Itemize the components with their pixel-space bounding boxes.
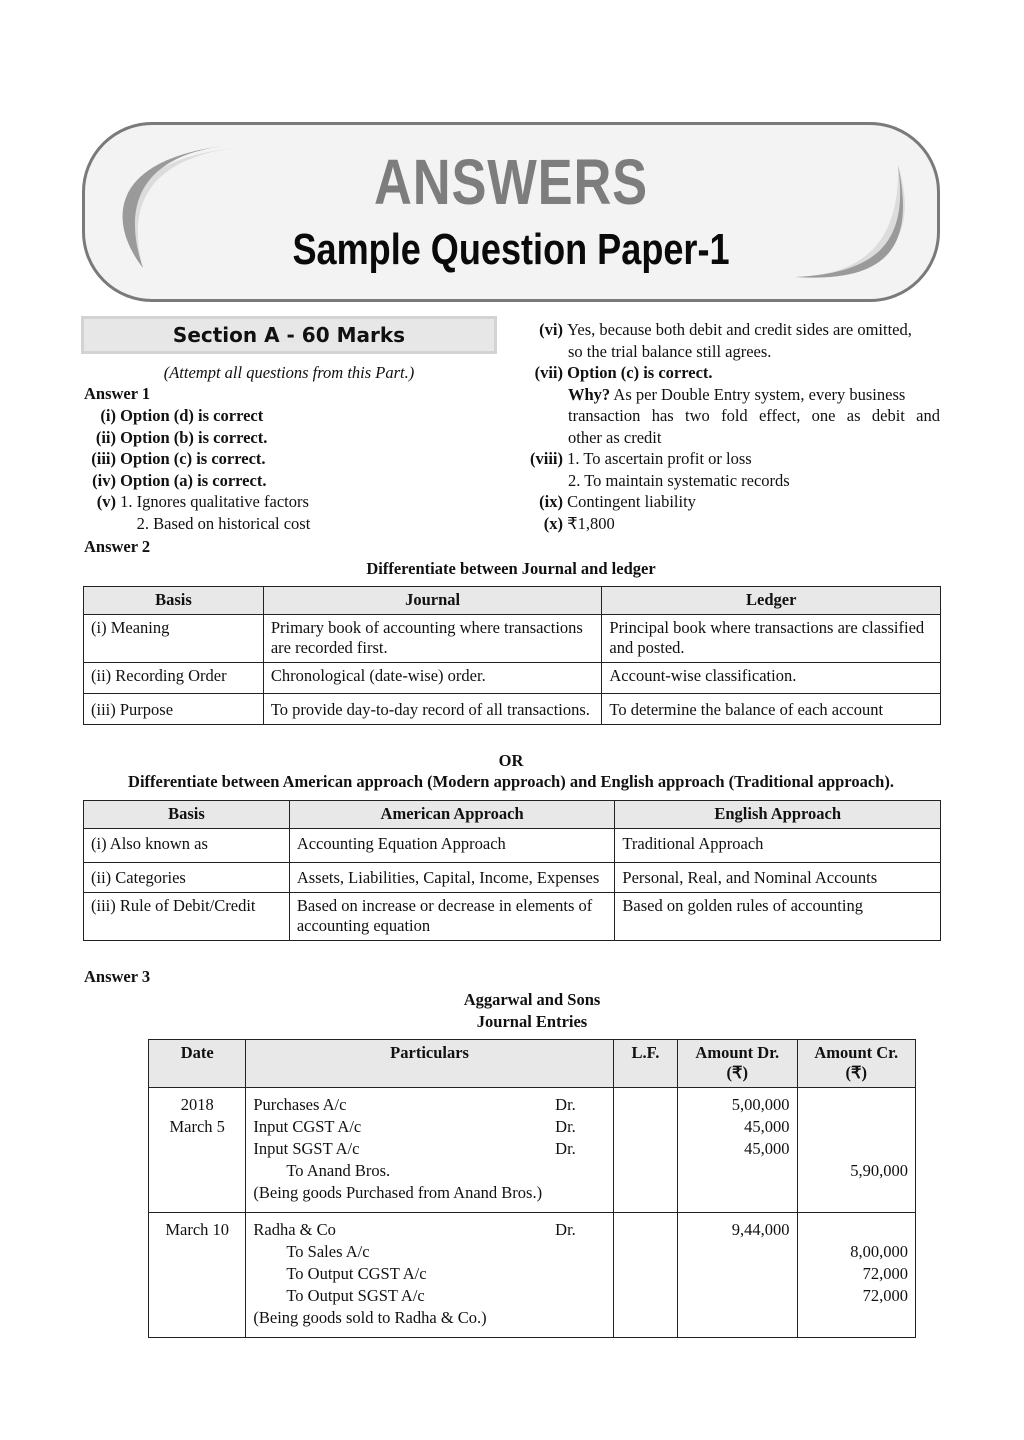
answer-item-vi-cont: so the trial balance still agrees.	[568, 341, 772, 361]
answer-item-vii-why: Why? As per Double Entry system, every business	[568, 384, 906, 404]
answers-banner	[82, 122, 940, 302]
table-cell: Based on increase or decrease in elements of accounting equation	[289, 893, 615, 941]
entry-particulars: Purchases A/c Dr. Input CGST A/c Dr. Input SGST A/c Dr. To Anand Bros. (Being goods Purchased from Anand Bros.)	[246, 1088, 613, 1213]
entry-amount-dr: 5,00,000 45,000 45,000	[678, 1088, 797, 1213]
table-row	[84, 863, 941, 893]
table-cell: Principal book where transactions are classified and posted.	[602, 615, 941, 663]
table-cell: (iii) Purpose	[84, 694, 264, 725]
table-cell: To provide day-to-day record of all transactions.	[263, 694, 602, 725]
entry-particulars: Radha & Co Dr. To Sales A/c To Output CGST A/c To Output SGST A/c (Being goods sold to Radha & Co.)	[246, 1213, 613, 1338]
column-header: American Approach	[289, 801, 615, 829]
entry-date: March 10	[149, 1213, 246, 1338]
answer-item-vii-why-2: transaction has two fold effect, one as debit and	[568, 406, 940, 425]
column-header-amount-cr: Amount Cr. (₹)	[797, 1040, 916, 1088]
column-header: Basis	[84, 587, 264, 615]
table-cell: Based on golden rules of accounting	[615, 893, 941, 941]
table-header-row	[84, 801, 941, 829]
answer-3-label: Answer 3	[84, 967, 151, 986]
table-cell: Chronological (date-wise) order.	[263, 663, 602, 694]
banner-title: ANSWERS	[374, 146, 648, 218]
column-header-lf: L.F.	[613, 1040, 677, 1088]
answer-item-viii: (viii) 1. To ascertain profit or loss	[530, 449, 752, 468]
column-header-date: Date	[149, 1040, 246, 1088]
table-cell: Personal, Real, and Nominal Accounts	[615, 863, 941, 893]
column-header: Ledger	[602, 587, 941, 615]
table-cell: Primary book of accounting where transactions are recorded first.	[263, 615, 602, 663]
table-row	[84, 694, 941, 725]
or-separator: OR	[498, 751, 524, 770]
section-title: Section A - 60 Marks	[81, 316, 497, 354]
table-cell: To determine the balance of each account	[602, 694, 941, 725]
answer-item-vii-why-3: other as credit	[568, 427, 662, 447]
table-cell: Accounting Equation Approach	[289, 829, 615, 863]
table-cell: (ii) Recording Order	[84, 663, 264, 694]
table-cell: (i) Also known as	[84, 829, 290, 863]
column-header-particulars: Particulars	[246, 1040, 613, 1088]
approach-table	[83, 800, 941, 941]
column-header: Basis	[84, 801, 290, 829]
answer-1-left-list	[84, 405, 504, 534]
column-header: Journal	[263, 587, 602, 615]
table-cell: (i) Meaning	[84, 615, 264, 663]
answer-1-label: Answer 1	[84, 384, 151, 403]
answer-item-x: (x) ₹1,800	[543, 513, 615, 533]
answer-item: (ii) Option (b) is correct.	[95, 427, 268, 447]
answer-item: (iii) Option (c) is correct.	[91, 449, 266, 468]
banner-subtitle: Sample Question Paper-1	[292, 225, 730, 274]
answer-1-right-list	[527, 319, 947, 534]
entry-lf	[613, 1213, 677, 1338]
answer-item-vi: (vi) Yes, because both debit and credit sides are omitted,	[539, 320, 912, 339]
answer-item: (v) 1. Ignores qualitative factors	[96, 492, 309, 511]
table-cell: (iii) Rule of Debit/Credit	[84, 893, 290, 941]
table-1-caption: Differentiate between Journal and ledger	[366, 559, 656, 578]
answer-2-label: Answer 2	[84, 537, 151, 556]
table-cell: (ii) Categories	[84, 863, 290, 893]
answer-item-ix: (ix) Contingent liability	[539, 492, 696, 511]
journal-ledger-table	[83, 586, 941, 725]
column-header: English Approach	[615, 801, 941, 829]
entry-amount-dr: 9,44,000	[678, 1213, 797, 1338]
entry-amount-cr: 8,00,000 72,000 72,000	[797, 1213, 916, 1338]
answer-item: (iv) Option (a) is correct.	[92, 470, 267, 490]
table-cell: Traditional Approach	[615, 829, 941, 863]
answer-item: (i) Option (d) is correct	[100, 406, 264, 425]
journal-entries-table	[148, 1039, 916, 1338]
table-cell: Assets, Liabilities, Capital, Income, Expenses	[289, 863, 615, 893]
table-2-caption: Differentiate between American approach (Modern approach) and English approach (Traditional approach).	[128, 772, 894, 791]
journal-entry	[149, 1213, 916, 1338]
entry-amount-cr: 5,90,000	[797, 1088, 916, 1213]
answer-item-vii: (vii) Option (c) is correct.	[534, 363, 713, 382]
company-name: Aggarwal and Sons	[463, 990, 601, 1009]
entry-lf	[613, 1088, 677, 1213]
journal-entry	[149, 1088, 916, 1213]
table-header-row	[84, 587, 941, 615]
table-row	[84, 615, 941, 663]
table-row	[84, 829, 941, 863]
table-header-row	[149, 1040, 916, 1088]
entry-date: 2018 March 5	[149, 1088, 246, 1213]
section-instruction: (Attempt all questions from this Part.)	[163, 363, 415, 382]
table-row	[84, 663, 941, 694]
column-header-amount-dr: Amount Dr. (₹)	[678, 1040, 797, 1088]
journal-title: Journal Entries	[476, 1012, 588, 1031]
table-cell: Account-wise classification.	[602, 663, 941, 694]
answer-item: 2. Based on historical cost	[136, 513, 311, 533]
answer-item-viii-cont: 2. To maintain systematic records	[568, 470, 790, 490]
table-row	[84, 893, 941, 941]
